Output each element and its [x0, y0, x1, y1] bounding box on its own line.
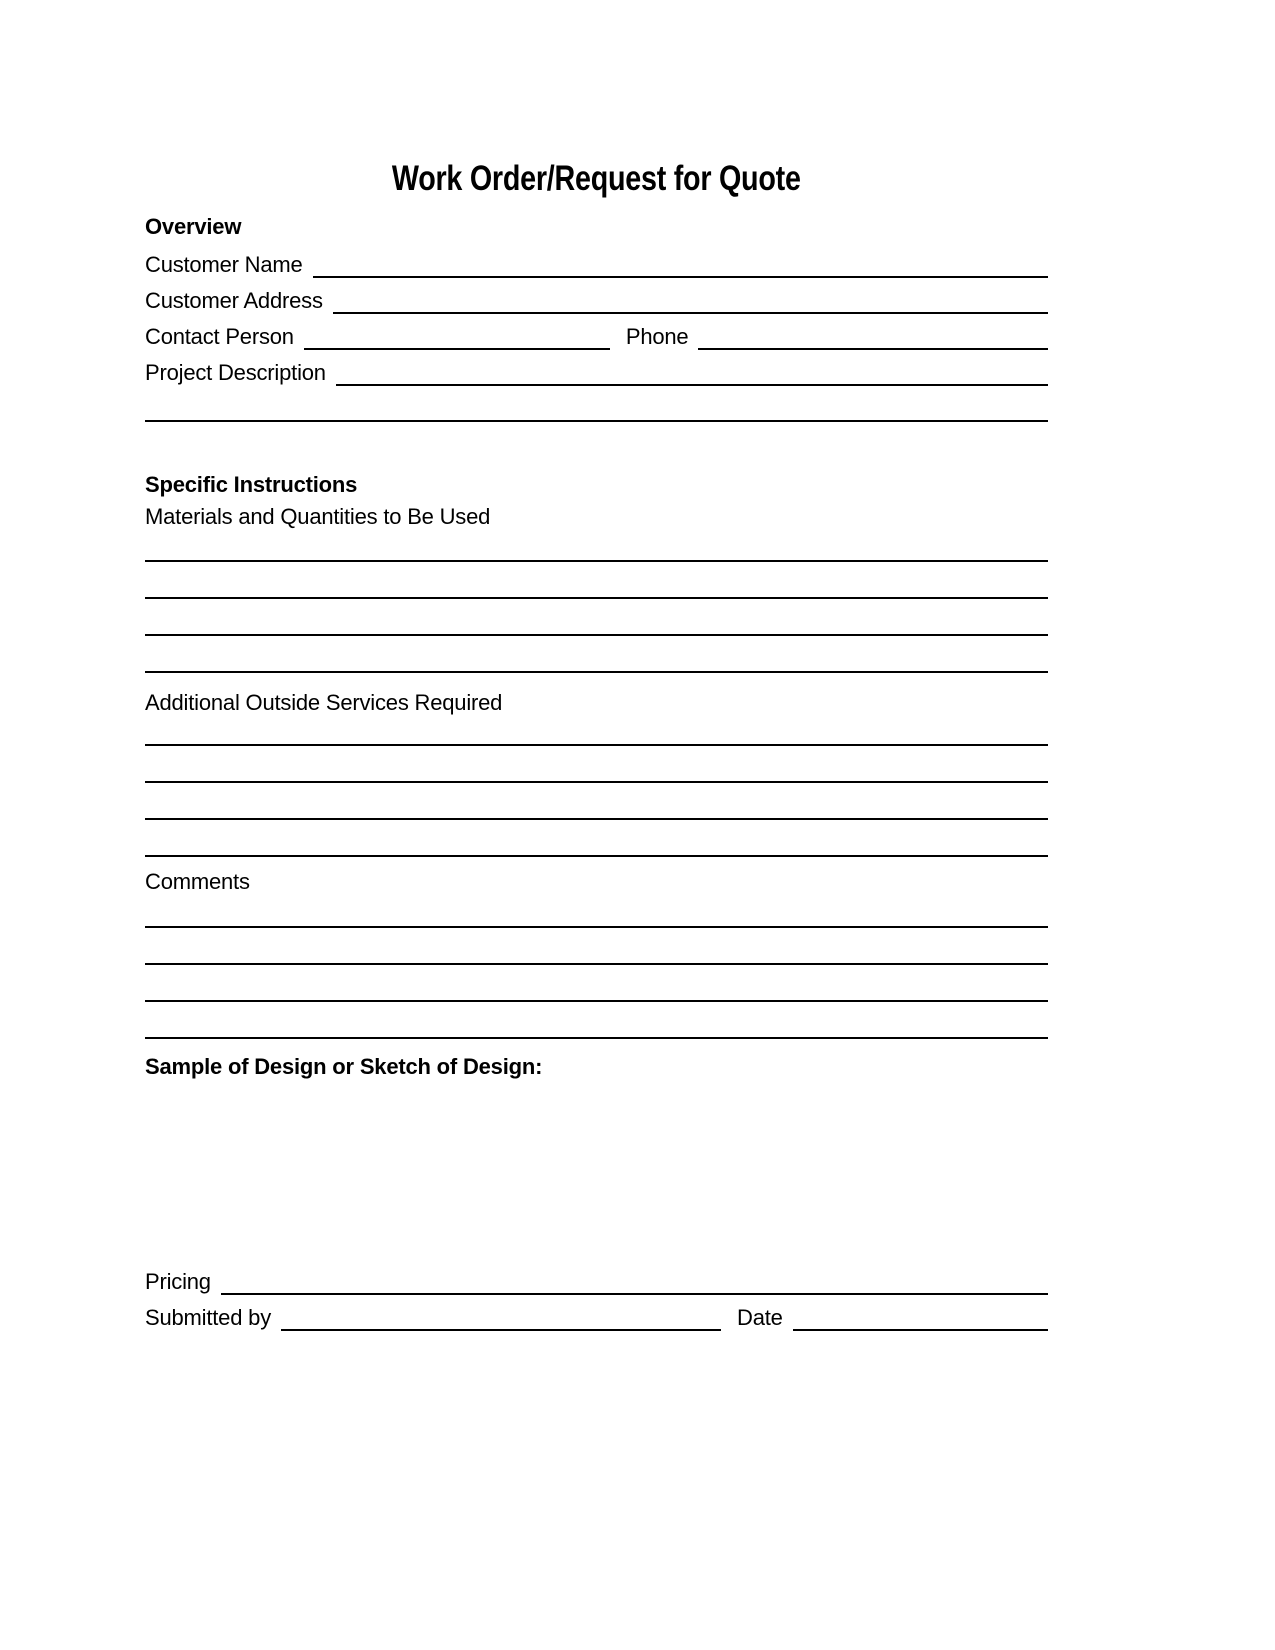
page-title: Work Order/Request for Quote — [392, 159, 801, 198]
customer-address-label: Customer Address — [145, 288, 323, 313]
contact-phone-row — [145, 314, 1048, 350]
project-description-extra-line[interactable] — [145, 388, 1048, 422]
pricing-label: Pricing — [145, 1269, 211, 1294]
sample-design-heading: Sample of Design or Sketch of Design: — [145, 1054, 543, 1079]
comments-lines — [145, 891, 1048, 1039]
outside-services-label: Additional Outside Services Required — [145, 690, 503, 715]
comments-input-line[interactable] — [145, 1002, 1048, 1039]
specific-instructions-heading: Specific Instructions — [145, 472, 358, 497]
customer-name-input[interactable] — [313, 242, 1048, 278]
overview-section-heading: Overview — [145, 214, 242, 239]
customer-name-row — [145, 242, 1048, 278]
project-description-row — [145, 350, 1048, 386]
comments-label: Comments — [145, 869, 250, 894]
outside-services-lines — [145, 709, 1048, 857]
contact-person-label: Contact Person — [145, 324, 294, 349]
materials-input-line[interactable] — [145, 599, 1048, 636]
submitted-by-label: Submitted by — [145, 1305, 272, 1330]
phone-input[interactable] — [698, 314, 1048, 350]
materials-input-line[interactable] — [145, 636, 1048, 673]
page-title-wrap — [145, 156, 1048, 202]
comments-input-line[interactable] — [145, 965, 1048, 1002]
comments-input-line[interactable] — [145, 928, 1048, 965]
sketch-area[interactable] — [145, 1082, 1048, 1259]
materials-input-line[interactable] — [145, 562, 1048, 599]
phone-label: Phone — [625, 324, 689, 349]
outside-services-input-line[interactable] — [145, 746, 1048, 783]
submitted-by-input[interactable] — [281, 1295, 721, 1331]
project-description-label: Project Description — [145, 360, 326, 385]
date-label: Date — [737, 1305, 783, 1330]
contact-person-input[interactable] — [304, 314, 610, 350]
project-description-input[interactable] — [336, 350, 1048, 386]
date-input[interactable] — [793, 1295, 1048, 1331]
pricing-row — [145, 1259, 1048, 1295]
pricing-input[interactable] — [221, 1259, 1048, 1295]
materials-label: Materials and Quantities to Be Used — [145, 504, 491, 529]
customer-address-input[interactable] — [333, 278, 1048, 314]
comments-input-line[interactable] — [145, 891, 1048, 928]
outside-services-input-line[interactable] — [145, 820, 1048, 857]
customer-address-row — [145, 278, 1048, 314]
materials-lines — [145, 525, 1048, 673]
outside-services-input-line[interactable] — [145, 783, 1048, 820]
form-content — [145, 0, 1048, 1331]
customer-name-label: Customer Name — [145, 252, 303, 277]
submitted-date-row — [145, 1295, 1048, 1331]
